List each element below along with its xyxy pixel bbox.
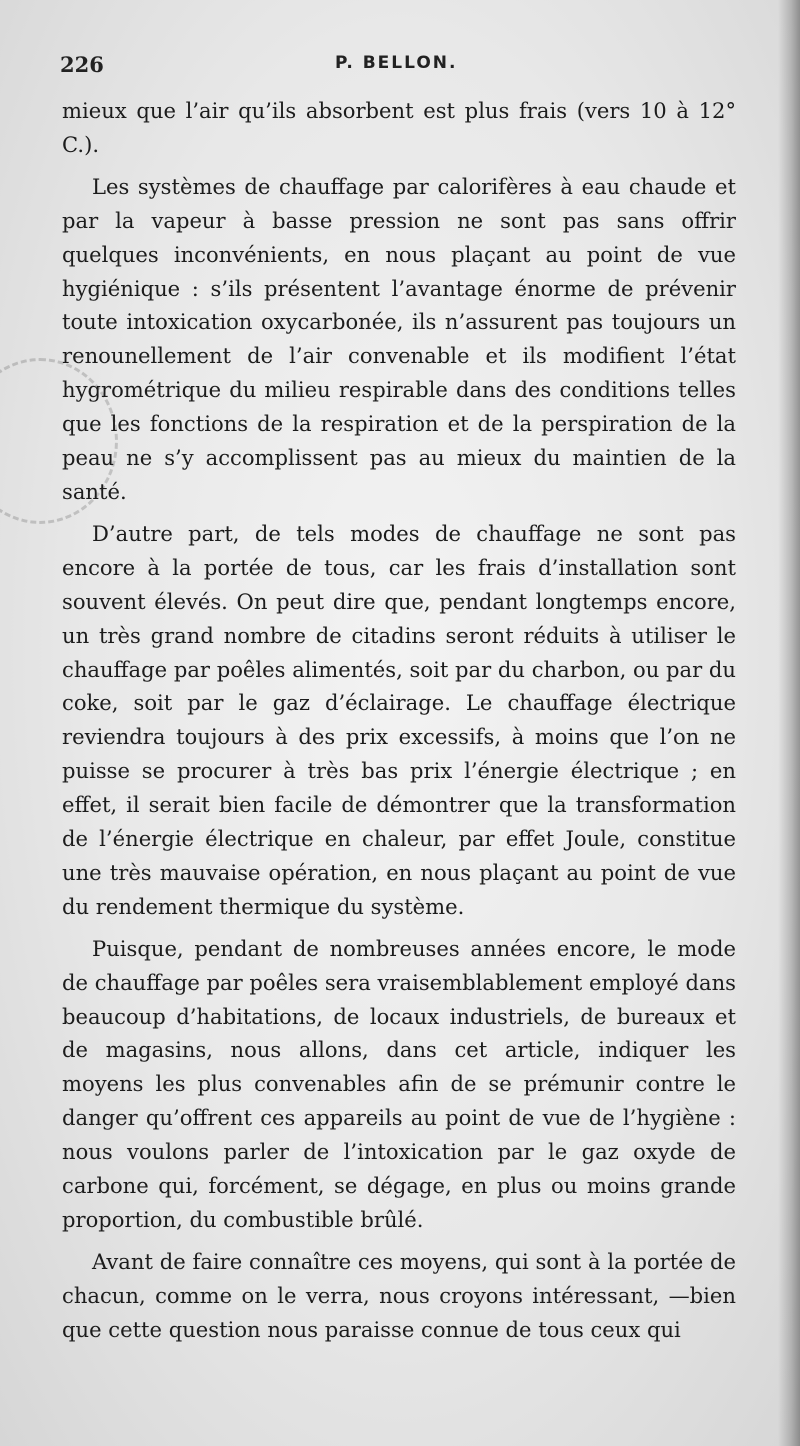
paragraph-continuation: mieux que l’air qu’ils absorbent est plus frais (vers 10 à 12° C.). — [62, 98, 736, 157]
page-number: 226 — [60, 52, 104, 77]
paragraph: Les systèmes de chauffage par calorifères à eau chaude et par la vapeur à basse pression ne sont pas sans offrir quelques inconvénients, en nous plaçant au point de vue hygiénique : s’ils présentent l’avantage énorme de prévenir toute intoxication oxycarbonée, ils n’assurent pas toujours un renounellement de l’air convenable et ils modifient l’état hygrométrique du milieu respirable dans des conditions telles que les fonctions de la respiration et de la perspiration de la peau ne s’y accomplissent pas au mieux du maintien de la santé. — [62, 173, 736, 504]
running-head: P. BELLON. — [335, 53, 458, 73]
paragraph: D’autre part, de tels modes de chauffage ne sont pas encore à la portée de tous, car les frais d’installation sont souvent élevés. On peut dire que, pendant longtemps encore, un très grand nombre de citadins seront réduits à utiliser le chauffage par poêles alimentés, soit par du charbon, ou par du coke, soit par le gaz d’éclairage. Le chauffage électrique reviendra toujours à des prix excessifs, à moins que l’on ne puisse se procurer à très bas prix l’énergie électrique ; en effet, il serait bien facile de démontrer que la transformation de l’énergie électrique en chaleur, par effet Joule, constitue une très mauvaise opération, en nous plaçant au point de vue du rendement thermique du système. — [62, 520, 736, 919]
page-header — [60, 52, 750, 82]
body-text — [62, 94, 736, 1355]
paragraph: Puisque, pendant de nombreuses années encore, le mode de chauffage par poêles sera vraisemblablement employé dans beaucoup d’habitations, de locaux industriels, de bureaux et de magasins, nous allons, dans cet article, indiquer les moyens les plus convenables afin de se prémunir contre le danger qu’offrent ces appareils au point de vue de l’hygiène : nous voulons parler de l’intoxication par le gaz oxyde de carbone qui, forcément, se dégage, en plus ou moins grande proportion, du combustible brûlé. — [62, 935, 736, 1232]
paragraph: Avant de faire connaître ces moyens, qui sont à la portée de chacun, comme on le verra, nous croyons intéressant, —bien que cette question nous paraisse connue de tous ceux qui — [62, 1248, 736, 1342]
